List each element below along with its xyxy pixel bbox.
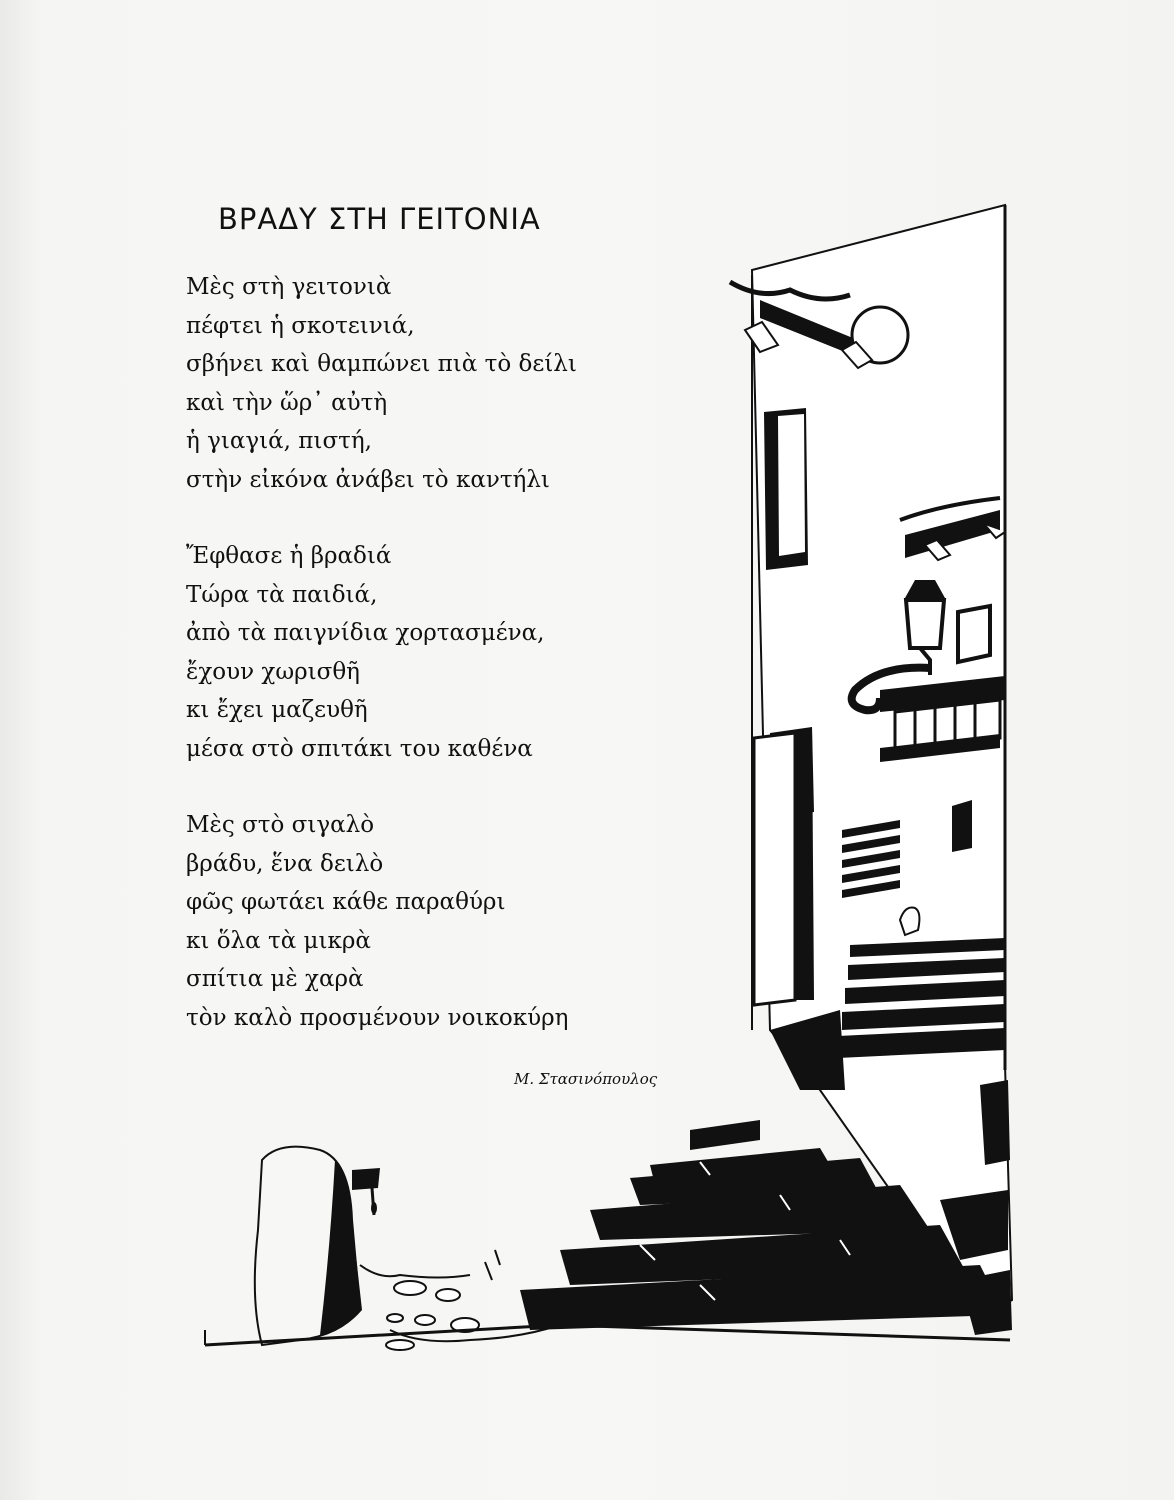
poem-body [186, 268, 577, 1075]
poem-line: τὸν καλὸ προσμένουν νοικοκύρη [186, 1004, 569, 1031]
poem-line: ἡ γιαγιά, πιστή, [186, 428, 372, 454]
poem-line: ἔχουν χωρισθῆ [186, 658, 360, 685]
poem-line: καὶ τὴν ὥρ᾿ αὐτὴ [186, 389, 388, 416]
poem-line: κι ὅλα τὰ μικρὰ [186, 927, 371, 954]
poem-line: Ἔφθασε ἡ βραδιά [186, 543, 392, 569]
stanza [186, 537, 577, 768]
poem-title: ΒΡΑΔΥ ΣΤΗ ΓΕΙΤΟΝΙΑ [218, 202, 541, 236]
poem-line: Μὲς στὴ γειτονιὰ [186, 274, 392, 300]
poem-line: Τώρα τὰ παιδιά, [186, 581, 378, 608]
bleed-through-text [620, 200, 1140, 644]
poem-line: κι ἔχει μαζευθῆ [186, 697, 368, 723]
poem-line: μέσα στὸ σπιτάκι του καθένα [186, 735, 533, 762]
poem-line: σπίτια μὲ χαρὰ [186, 966, 364, 992]
stanza [186, 806, 577, 1037]
stanza [186, 268, 577, 499]
poem-line: στὴν εἰκόνα ἀνάβει τὸ καντήλι [186, 466, 550, 493]
poem-line: Μὲς στὸ σιγαλὸ [186, 812, 375, 838]
poem-line: σβήνει καὶ θαμπώνει πιὰ τὸ δείλι [186, 351, 577, 377]
poem-line: ἀπὸ τὰ παιγνίδια χορτασμένα, [186, 620, 545, 646]
poem-line: πέφτει ἡ σκοτεινιά, [186, 312, 415, 339]
poem-author: Μ. Στασινόπουλος [514, 1070, 658, 1088]
poem-line: βράδυ, ἕνα δειλὸ [186, 850, 384, 877]
poem-line: φῶς φωτάει κάθε παραθύρι [186, 889, 506, 915]
